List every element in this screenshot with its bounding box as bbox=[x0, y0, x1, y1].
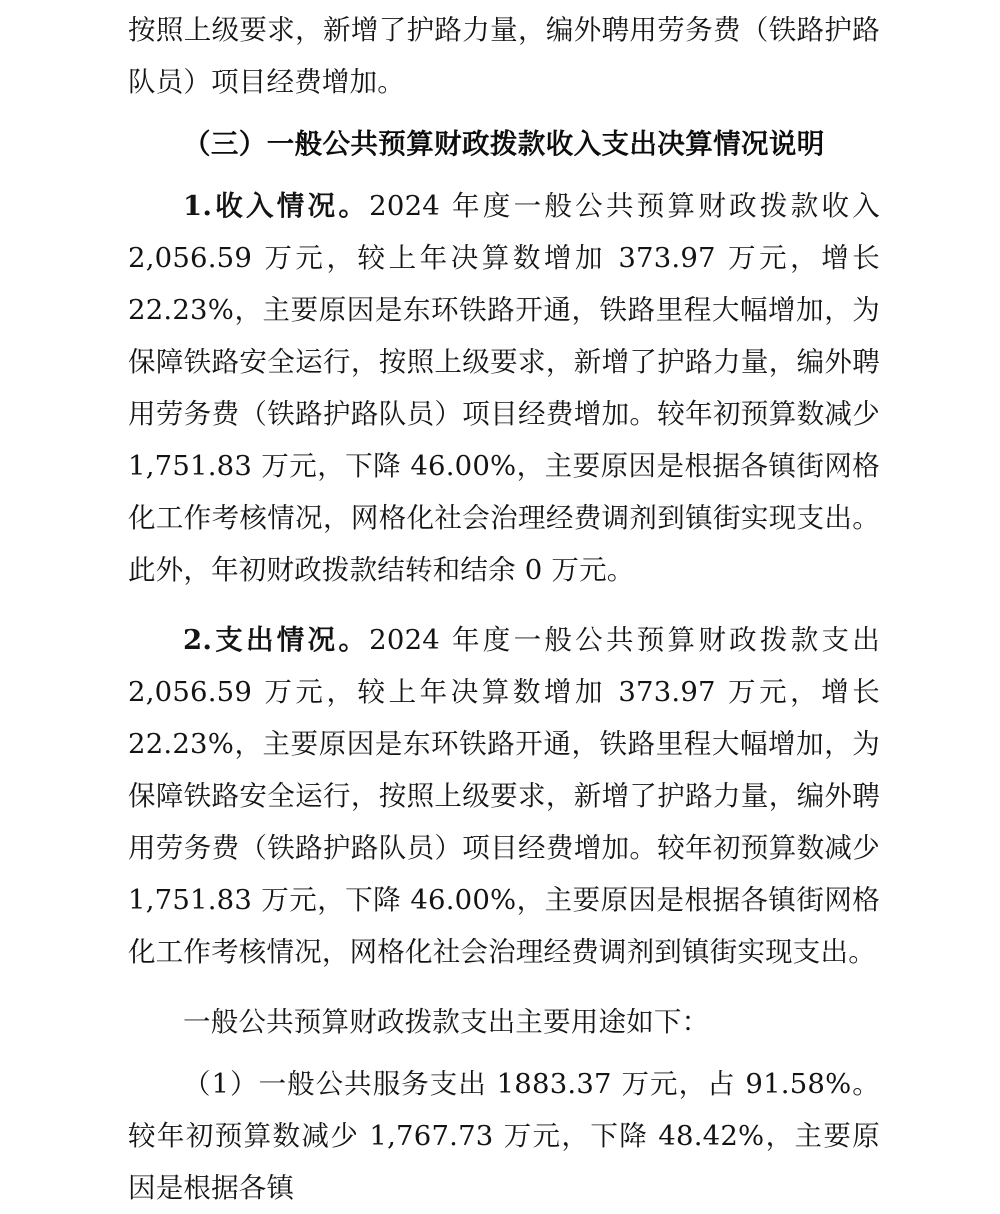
spacer bbox=[128, 108, 880, 118]
paragraph-expenditure-body: 2024 年度一般公共预算财政拨款支出 2,056.59 万元，较上年决算数增加 373.97 万元，增长 22.23%，主要原因是东环铁路开通，铁路里程大幅增加，为保障铁路安全运行，按照上级要求，新增了护路力量，编外聘用劳务费（铁路护路队员）项目经费增加。较年初预算数减少 1,751.83 万元，下降 46.00%，主要原因是根据各镇街网格化工作考核情况，网格化社会治理经费调剂到镇街实现支出。 bbox=[128, 624, 880, 968]
paragraph-expenditure bbox=[128, 614, 880, 978]
paragraph-income bbox=[128, 180, 880, 596]
paragraph-expenditure-lead: 2.支出情况。 bbox=[183, 624, 370, 656]
paragraph-continued: 按照上级要求，新增了护路力量，编外聘用劳务费（铁路护路队员）项目经费增加。 bbox=[128, 14, 880, 98]
paragraph-item-one: （1）一般公共服务支出 1883.37 万元，占 91.58%。较年初预算数减少 1,767.73 万元，下降 48.42%，主要原因是根据各镇 bbox=[128, 1068, 880, 1204]
spacer bbox=[128, 170, 880, 180]
paragraph-income-body: 2024 年度一般公共预算财政拨款收入 2,056.59 万元，较上年决算数增加 373.97 万元，增长 22.23%，主要原因是东环铁路开通，铁路里程大幅增加，为保障铁路安全运行，按照上级要求，新增了护路力量，编外聘用劳务费（铁路护路队员）项目经费增加。较年初预算数减少 1,751.83 万元，下降 46.00%，主要原因是根据各镇街网格化工作考核情况，网格化社会治理经费调剂到镇街实现支出。此外，年初财政拨款结转和结余 0 万元。 bbox=[128, 190, 880, 586]
spacer bbox=[128, 978, 880, 996]
spacer bbox=[128, 596, 880, 614]
section-heading: （三）一般公共预算财政拨款收入支出决算情况说明 bbox=[183, 128, 825, 160]
paragraph-income-lead: 1.收入情况。 bbox=[183, 190, 370, 222]
spacer bbox=[128, 1048, 880, 1058]
paragraph-usage-intro: 一般公共预算财政拨款支出主要用途如下： bbox=[183, 1006, 710, 1038]
